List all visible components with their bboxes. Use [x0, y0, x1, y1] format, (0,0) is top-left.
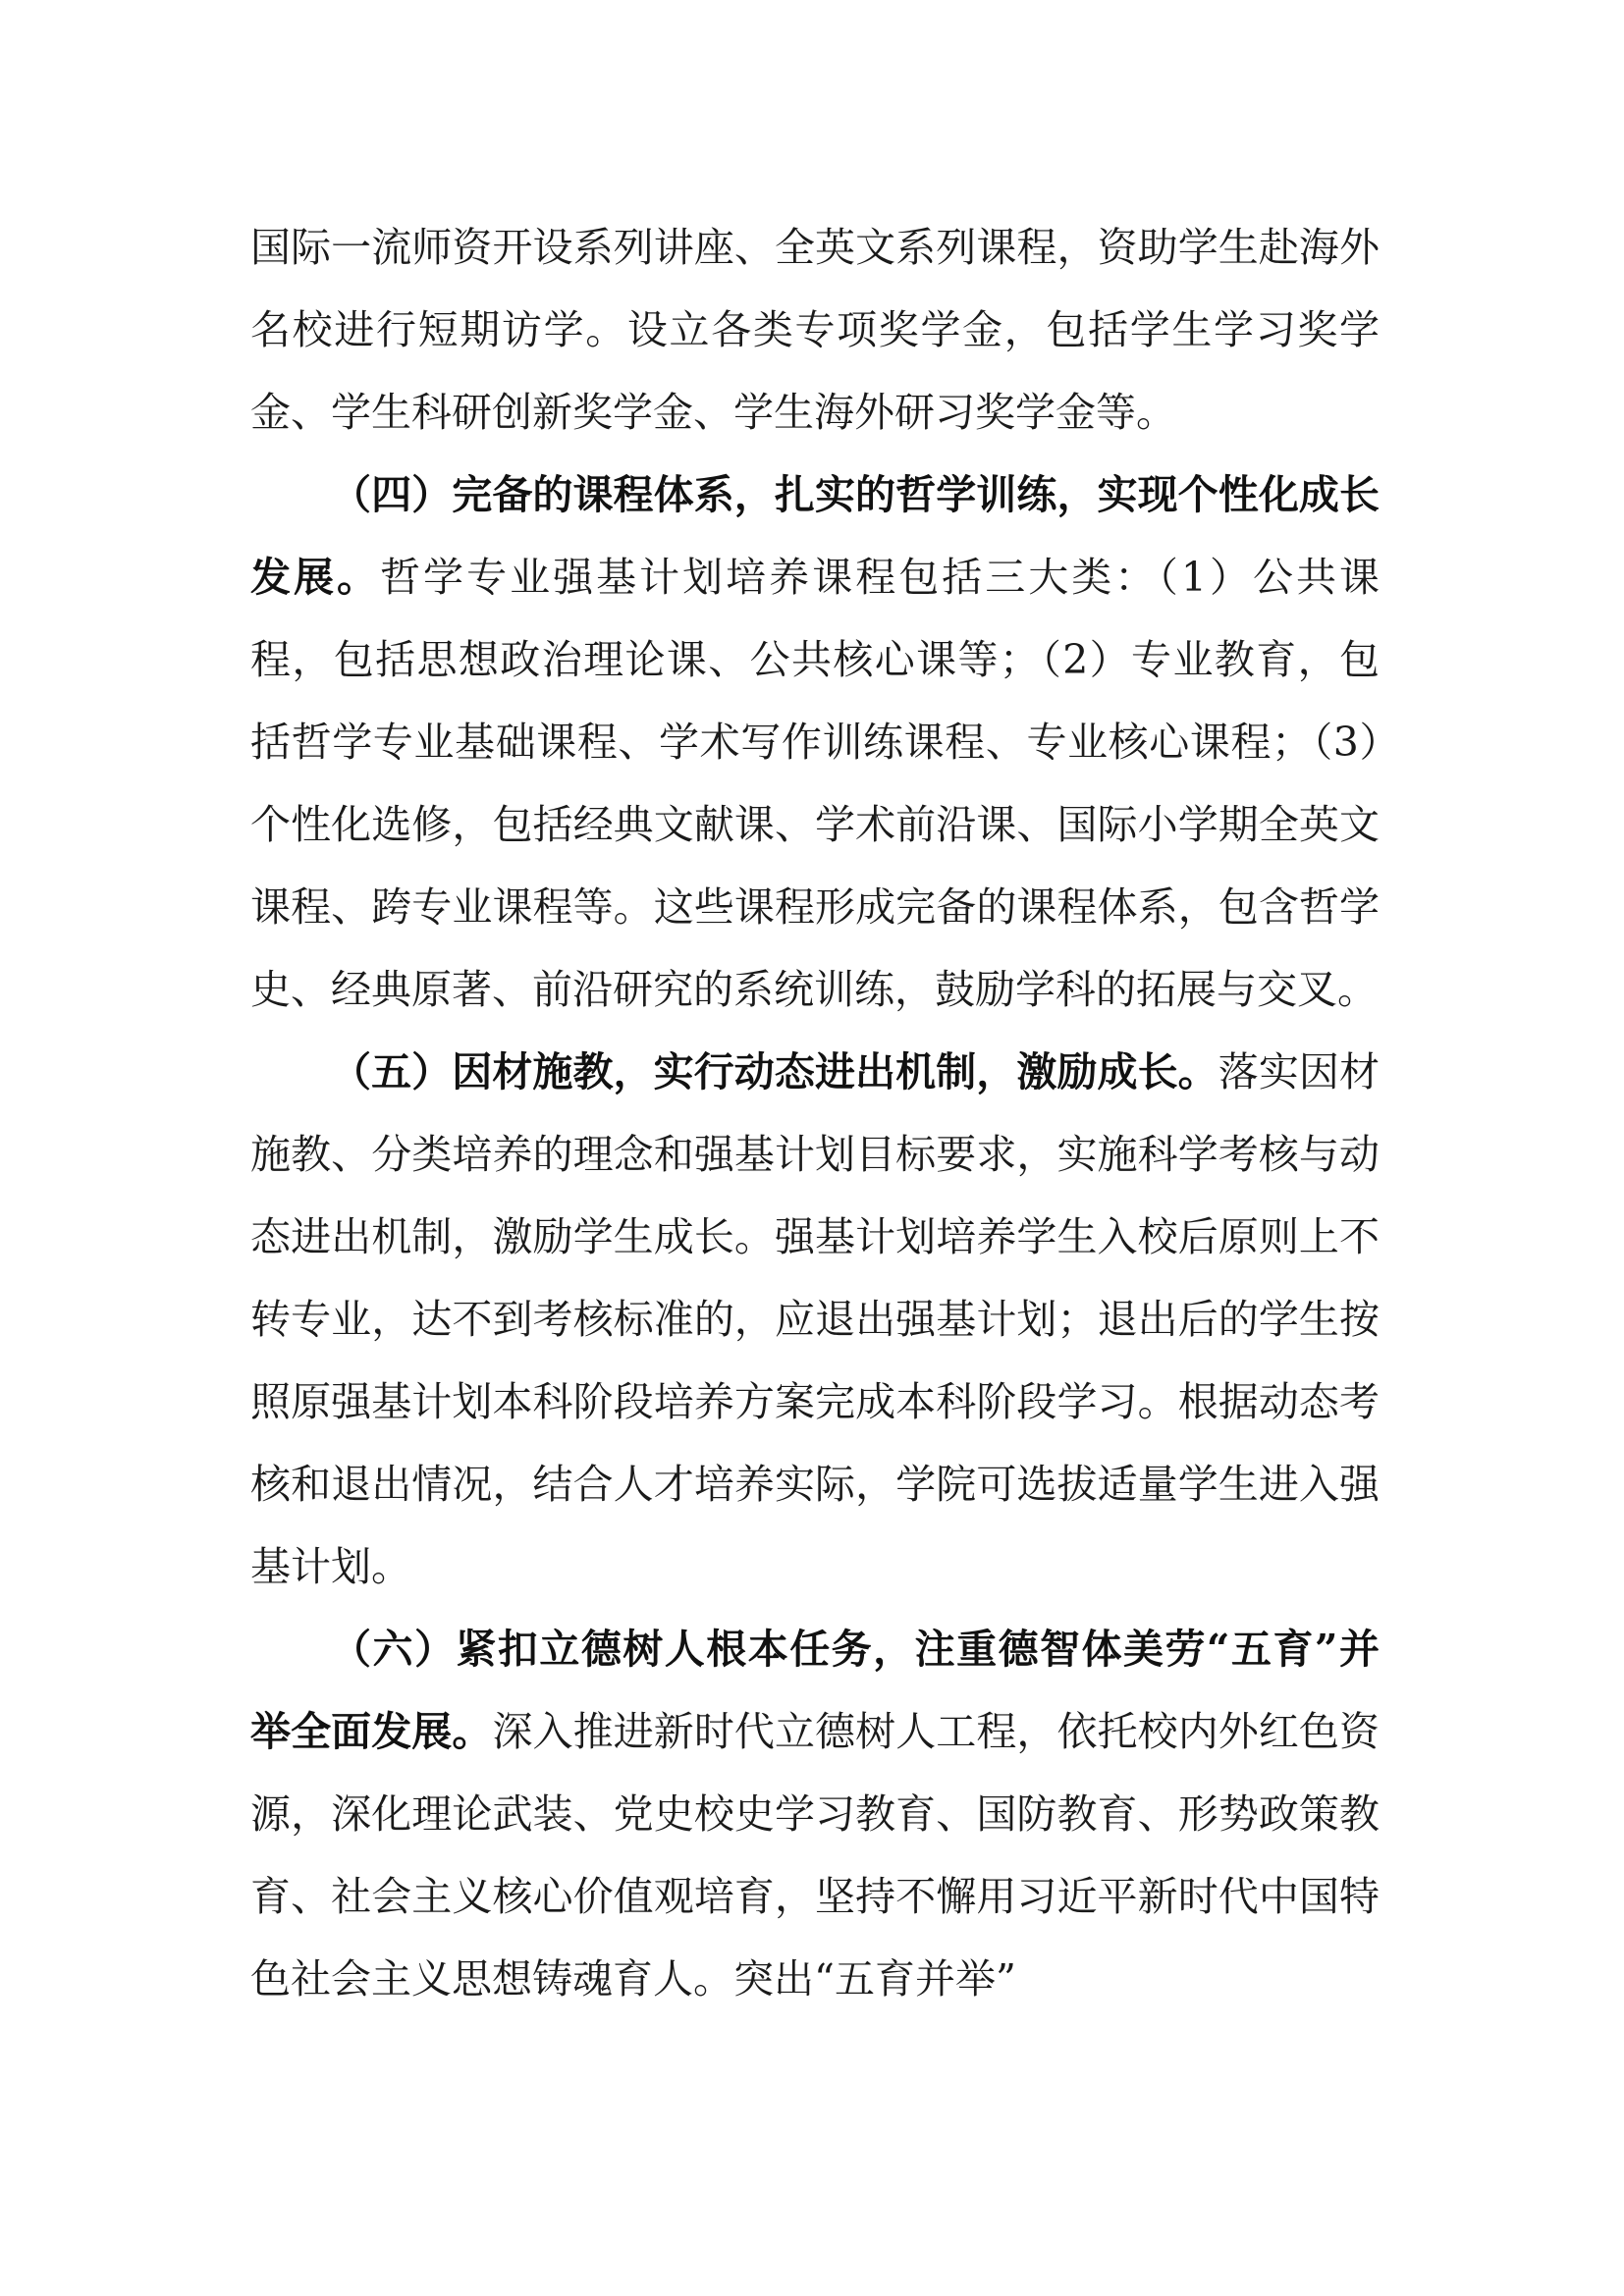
section-heading-4: （四）完备的课程体系，扎实的哲学训练，实现个性化成长发展。 [250, 471, 1380, 601]
section-heading-5: （五）因材施教，实行动态进出机制，激励成长。 [331, 1048, 1218, 1095]
paragraph-continuation [250, 206, 1380, 454]
paragraph-dynamic-mechanism [250, 1031, 1380, 1608]
paragraph-curriculum [250, 454, 1380, 1031]
paragraph-body: 深入推进新时代立德树人工程，依托校内外红色资源，深化理论武装、党史校史学习教育、国防教育、形势政策教育、社会主义核心价值观培育，坚持不懈用习近平新时代中国特色社会主义思想铸魂育人。突出“五育并举” [250, 1708, 1380, 2002]
document-page [250, 206, 1380, 2020]
section-heading-6: （六）紧扣立德树人根本任务，注重德智体美劳“五育”并举全面发展。 [250, 1626, 1380, 1755]
paragraph-body: 落实因材施教、分类培养的理念和强基计划目标要求，实施科学考核与动态进出机制，激励学生成长。强基计划培养学生入校后原则上不转专业，达不到考核标准的，应退出强基计划；退出后的学生按照原强基计划本科阶段培养方案完成本科阶段学习。根据动态考核和退出情况，结合人才培养实际，学院可选拔适量学生进入强基计划。 [250, 1048, 1380, 1590]
paragraph-body: 国际一流师资开设系列讲座、全英文系列课程，资助学生赴海外名校进行短期访学。设立各类专项奖学金，包括学生学习奖学金、学生科研创新奖学金、学生海外研习奖学金等。 [250, 224, 1380, 436]
paragraph-body: 哲学专业强基计划培养课程包括三大类：（1）公共课程，包括思想政治理论课、公共核心课等；（2）专业教育，包括哲学专业基础课程、学术写作训练课程、专业核心课程；（3）个性化选修，包括经典文献课、学术前沿课、国际小学期全英文课程、跨专业课程等。这些课程形成完备的课程体系，包含哲学史、经典原著、前沿研究的系统训练，鼓励学科的拓展与交叉。 [250, 554, 1380, 1013]
paragraph-moral-education [250, 1608, 1380, 2020]
